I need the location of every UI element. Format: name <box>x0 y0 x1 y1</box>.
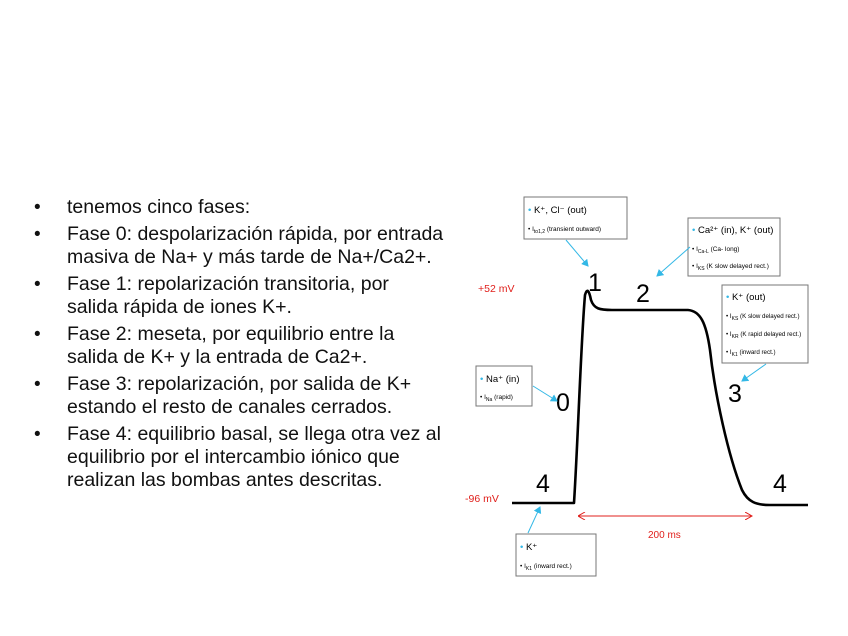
bullet-text: Fase 2: meseta, por equilibrio entre la salida de K+ y la entrada de Ca2+. <box>67 323 395 368</box>
bullet-text: tenemos cinco fases: <box>67 196 251 218</box>
k-inward-channel-box <box>516 534 596 576</box>
na-channel-box <box>476 366 532 406</box>
na-arrow <box>533 386 557 401</box>
phase-3-label: 3 <box>728 380 742 408</box>
bullet-text: Fase 4: equilibrio basal, se llega otra vez al equilibrio por el intercambio iónico que realizan las bombas antes descritas. <box>67 423 441 491</box>
svg-text:• Ca²⁺ (in), K⁺ (out): • Ca²⁺ (in), K⁺ (out) <box>692 225 774 236</box>
phase-4-right-label: 4 <box>773 470 787 498</box>
svg-text:• IKS (K slow delayed rect.): • $I_{KS}$ (K slow delayed rect.) <box>692 263 769 272</box>
bullet-dot: • <box>34 374 41 395</box>
svg-text:• IK1 (inward rect.): • $I_{K1}$ (inward rect.) <box>520 563 572 572</box>
k-out-arrow <box>742 364 766 381</box>
k-out-channel-box <box>722 285 808 363</box>
svg-text:• IK1 (inward rect.): • $I_{K1}$ (inward rect.) <box>726 349 776 358</box>
bullet-dot: • <box>34 424 41 445</box>
bullet-dot: • <box>34 197 41 218</box>
bullet-dot: • <box>34 324 41 345</box>
svg-text:• IKS (K slow delayed rect.): • $I_{KS}$ (K slow delayed rect.) <box>726 313 800 322</box>
voltage-bottom-label: -96 mV <box>465 493 499 505</box>
k-cl-arrow <box>566 240 588 266</box>
ca-k-arrow <box>657 247 690 276</box>
svg-text:• Na⁺ (in): • Na⁺ (in) <box>480 374 520 385</box>
svg-text:• K⁺: • K⁺ <box>520 542 538 553</box>
phase-2-label: 2 <box>636 280 650 308</box>
svg-text:• IKR (K rapid delayed rect.): • $I_{KR}$ (K rapid delayed rect.) <box>726 331 802 340</box>
svg-text:• Ito1,2 (transient outward): • $I_{to1,2}$ (transient outward) <box>528 226 602 235</box>
bullet-dot: • <box>34 274 41 295</box>
svg-text:• K⁺, Cl⁻ (out): • K⁺, Cl⁻ (out) <box>528 205 587 216</box>
duration-label: 200 ms <box>648 530 681 541</box>
bullet-text: Fase 3: repolarización, por salida de K+ estando el resto de canales cerrados. <box>67 373 412 418</box>
ca-k-channel-box <box>688 218 780 276</box>
svg-text:• ICa-L (Ca- long): • $I_{Ca-L}$ (Ca- long) <box>692 246 740 255</box>
phase-1-label: 1 <box>588 269 602 297</box>
svg-text:• INa (rapid): • $I_{Na}$ (rapid) <box>480 394 513 403</box>
box-line: K⁺, Cl⁻ (out) <box>533 205 587 216</box>
phase-0-label: 0 <box>556 389 570 417</box>
phase-4-left-label: 4 <box>536 470 550 498</box>
svg-text:• K⁺ (out): • K⁺ (out) <box>726 292 766 303</box>
bullet-dot: • <box>34 224 41 245</box>
k-cl-channel-box <box>524 197 627 239</box>
bullet-text: Fase 1: repolarización transitoria, por salida rápida de iones K+. <box>67 273 389 318</box>
bullet-text: Fase 0: despolarización rápida, por entrada masiva de Na+ y más tarde de Na+/Ca2+. <box>67 223 444 268</box>
voltage-top-label: +52 mV <box>478 283 515 295</box>
k-inward-arrow <box>528 507 540 533</box>
